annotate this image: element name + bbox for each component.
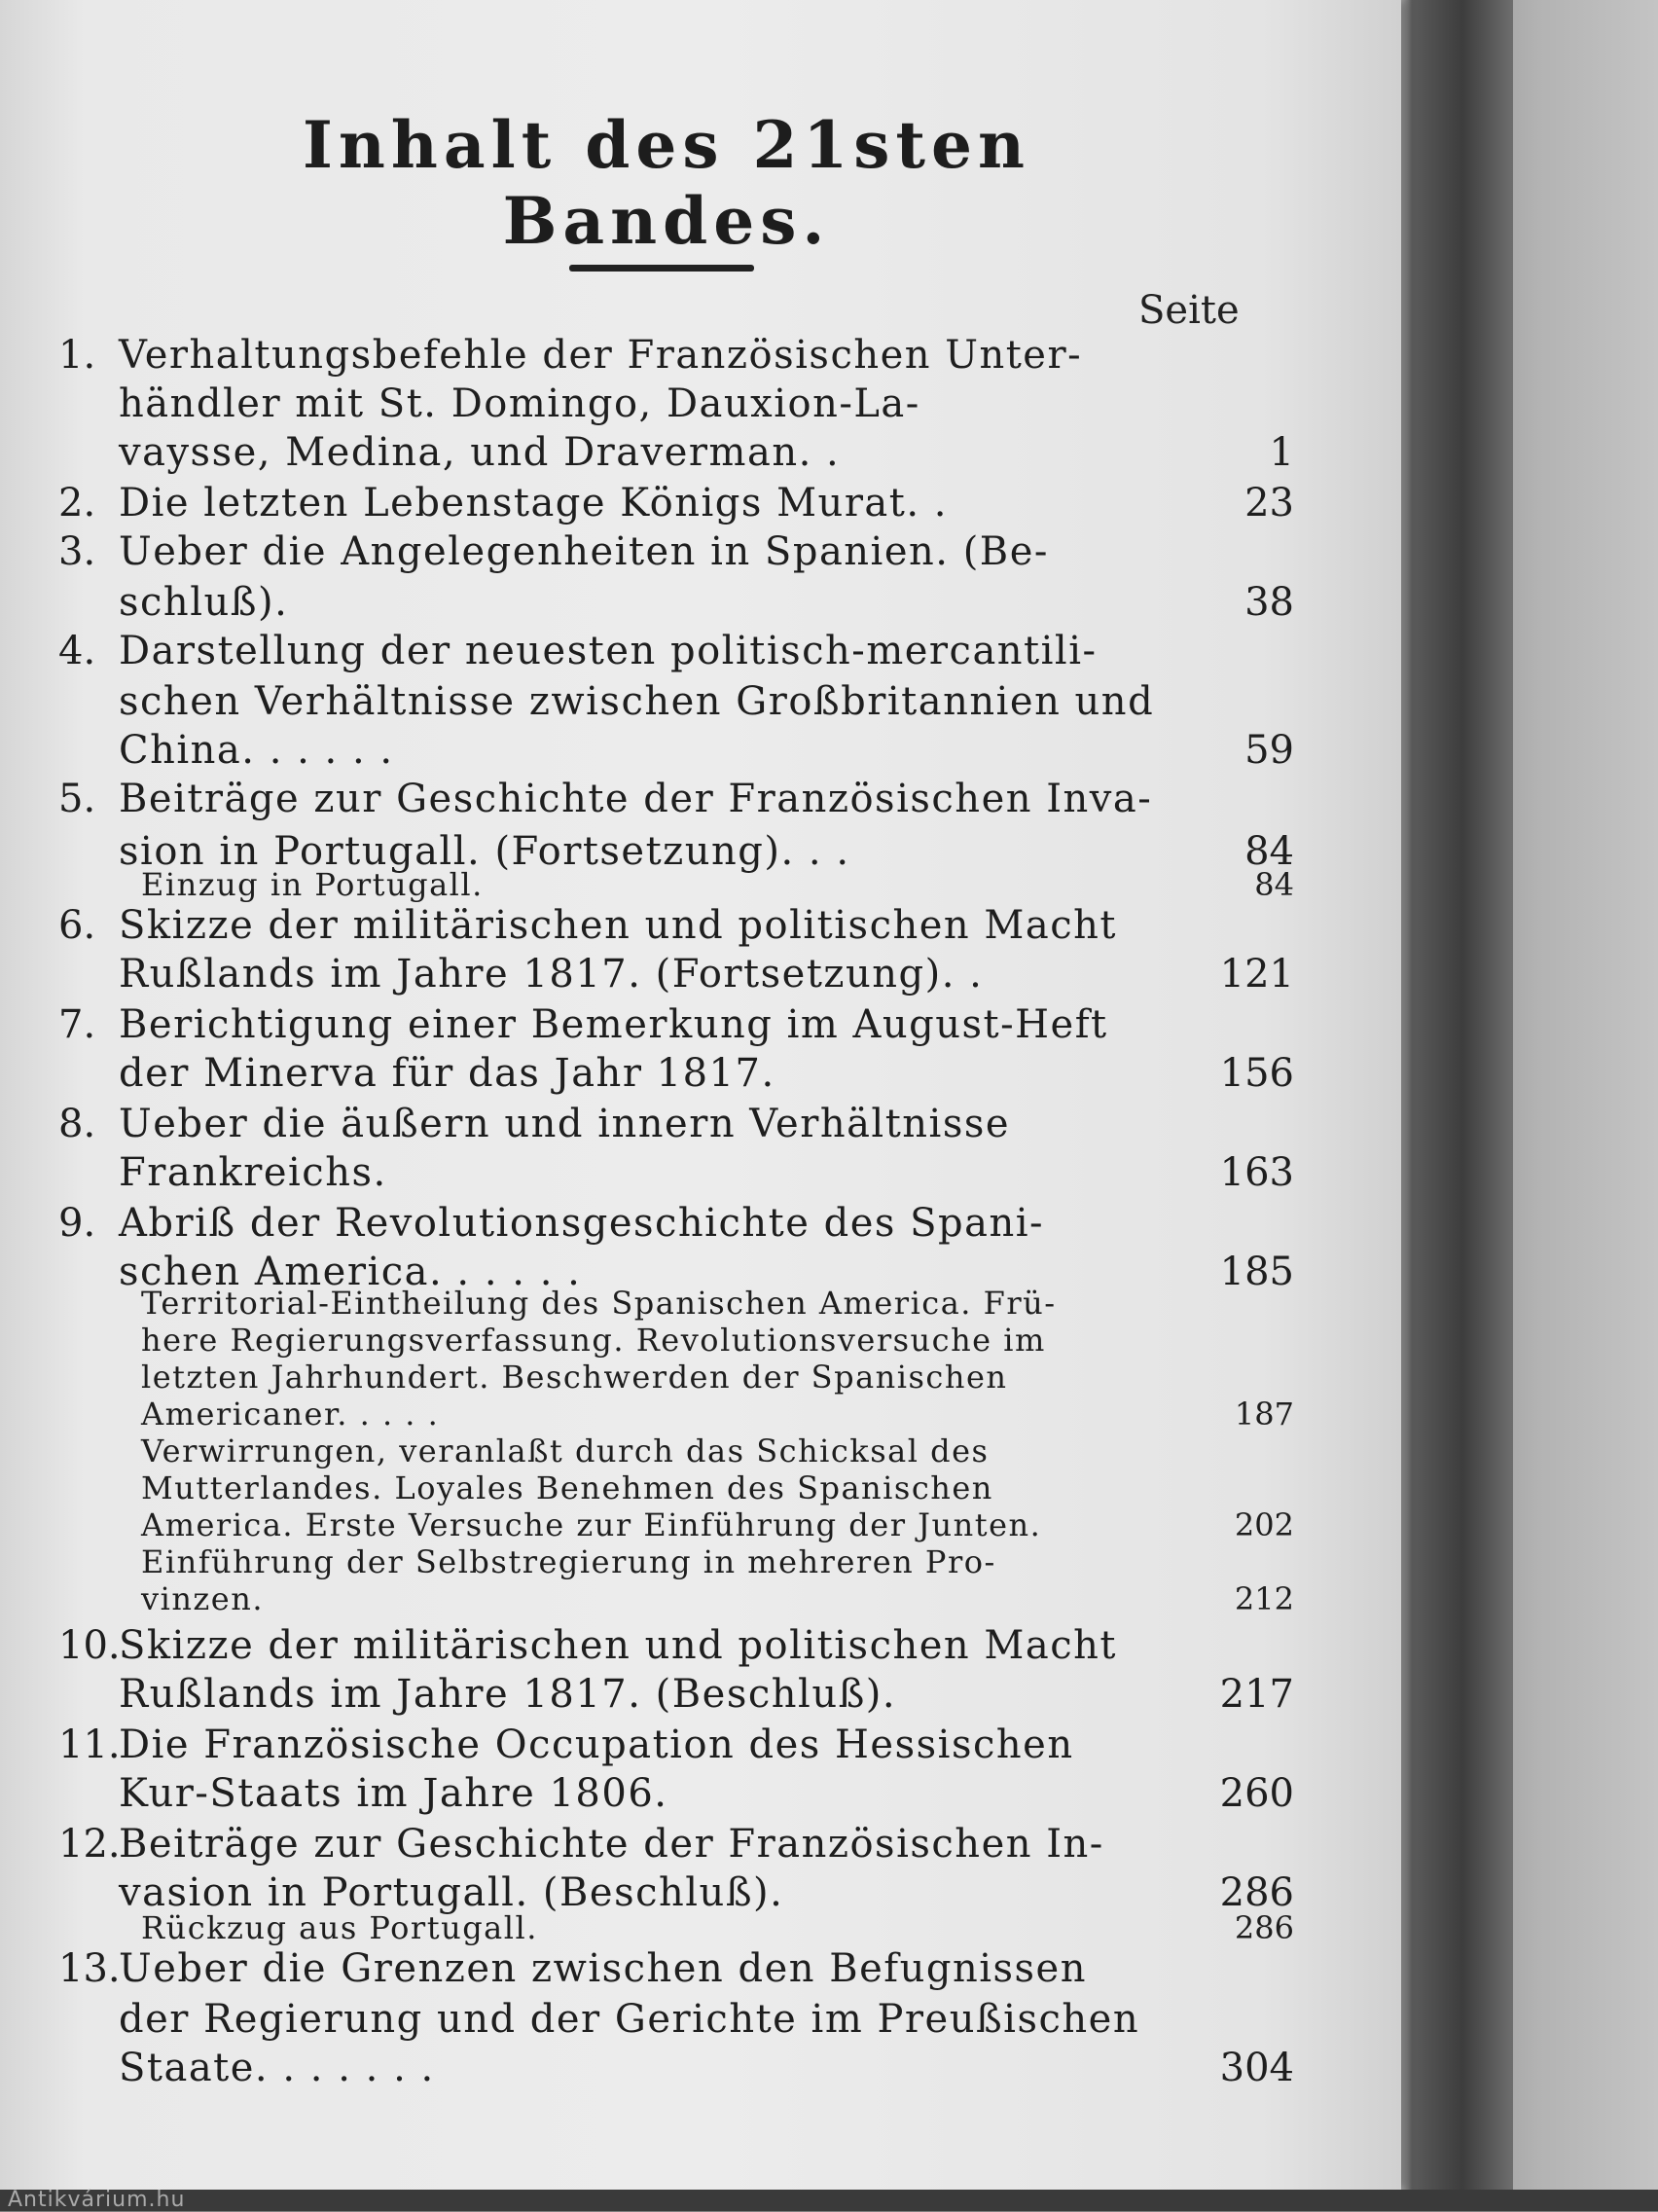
toc-line xyxy=(58,629,1294,677)
toc-line xyxy=(58,2046,1294,2094)
toc-line xyxy=(58,1102,1294,1150)
toc-entry-text: Rußlands im Jahre 1817. (Beschluß). xyxy=(119,1672,897,1717)
toc-entry-number: 1. xyxy=(58,333,96,378)
toc-line xyxy=(58,777,1294,825)
toc-entry-number: 2. xyxy=(58,481,96,526)
toc-page-number: 1 xyxy=(1269,430,1294,475)
toc-entry-text: Verwirrungen, veranlaßt durch das Schicksal des xyxy=(141,1432,990,1469)
toc-page-number: 38 xyxy=(1244,580,1294,625)
toc-entry-number: 5. xyxy=(58,777,96,821)
toc-entry-text: händler mit St. Domingo, Dauxion-La- xyxy=(119,381,920,426)
toc-line xyxy=(58,529,1294,578)
toc-page-number: 163 xyxy=(1219,1150,1294,1195)
toc-entry-text: Rückzug aus Portugall. xyxy=(141,1909,538,1946)
toc-page-number: 23 xyxy=(1244,481,1294,526)
toc-entry-text: vaysse, Medina, und Draverman. . xyxy=(119,430,841,475)
toc-line xyxy=(58,1002,1294,1051)
toc-line xyxy=(58,1051,1294,1100)
toc-entry-text: Beiträge zur Geschichte der Französischen Inva- xyxy=(119,777,1153,821)
toc-line xyxy=(58,333,1294,381)
watermark: Antikvárium.hu xyxy=(8,2188,186,2212)
toc-line xyxy=(141,1322,1294,1359)
toc-entry-number: 10. xyxy=(58,1623,121,1668)
toc-entry-text: schen America. . . . . . xyxy=(119,1250,582,1294)
toc-entry-text: Beiträge zur Geschichte der Französischen In- xyxy=(119,1822,1104,1867)
toc-line xyxy=(58,1722,1294,1771)
toc-page-number: 187 xyxy=(1234,1396,1294,1432)
toc-line xyxy=(58,1771,1294,1820)
toc-entry-text: schen Verhältnisse zwischen Großbritannien und xyxy=(119,679,1155,724)
toc-line xyxy=(58,580,1294,629)
toc-entry-number: 3. xyxy=(58,529,96,574)
toc-line xyxy=(141,1432,1294,1469)
toc-entry-text: sion in Portugall. (Fortsetzung). . . xyxy=(119,829,850,874)
toc-page-number: 84 xyxy=(1244,829,1294,874)
page-title: Inhalt des 21sten Bandes. xyxy=(303,107,1030,259)
toc-line xyxy=(141,1396,1294,1432)
toc-entry-text: Abriß der Revolutionsgeschichte des Spani- xyxy=(119,1201,1045,1246)
toc-line xyxy=(58,952,1294,1000)
toc-page-number: 212 xyxy=(1234,1580,1294,1617)
toc-entry-text: Einzug in Portugall. xyxy=(141,866,484,903)
toc-entry-number: 9. xyxy=(58,1201,96,1246)
toc-line xyxy=(141,1469,1294,1506)
toc-entry-text: Die letzten Lebenstage Königs Murat. . xyxy=(119,481,948,526)
toc-line xyxy=(141,1359,1294,1396)
toc-line xyxy=(141,866,1294,903)
toc-entry-text: vinzen. xyxy=(141,1580,264,1617)
toc-line xyxy=(141,1580,1294,1617)
toc-line xyxy=(141,1285,1294,1322)
toc-entry-text: Darstellung der neuesten politisch-mercantili- xyxy=(119,629,1098,673)
toc-entry-number: 13. xyxy=(58,1946,121,1991)
toc-entry-number: 6. xyxy=(58,903,96,948)
toc-entry-text: Berichtigung einer Bemerkung im August-Heft xyxy=(119,1002,1108,1047)
toc-entry-text: Verhaltungsbefehle der Französischen Unter- xyxy=(119,333,1083,378)
toc-entry-text: Kur-Staats im Jahre 1806. xyxy=(119,1771,668,1816)
toc-entry-text: vasion in Portugall. (Beschluß). xyxy=(119,1870,784,1915)
toc-line xyxy=(58,1997,1294,2046)
toc-entry-number: 4. xyxy=(58,629,96,673)
toc-page-number: 217 xyxy=(1219,1672,1294,1717)
page-column-header: Seite xyxy=(1138,288,1240,333)
toc-line xyxy=(58,381,1294,430)
toc-entry-number: 7. xyxy=(58,1002,96,1047)
toc-line xyxy=(58,481,1294,529)
toc-entry-text: schluß). xyxy=(119,580,289,625)
toc-line xyxy=(58,430,1294,479)
toc-line xyxy=(58,679,1294,728)
toc-line xyxy=(58,1201,1294,1250)
toc-line xyxy=(141,1909,1294,1946)
toc-entry-text: Territorial-Eintheilung des Spanischen America. Frü- xyxy=(141,1285,1057,1322)
toc-page-number: 156 xyxy=(1219,1051,1294,1096)
toc-page-number: 84 xyxy=(1254,866,1294,903)
toc-entry-text: letzten Jahrhundert. Beschwerden der Spanischen xyxy=(141,1359,1008,1396)
bottom-strip xyxy=(0,2190,1658,2211)
toc-page-number: 202 xyxy=(1234,1506,1294,1543)
toc-entry-text: China. . . . . . xyxy=(119,728,394,773)
toc-entry-text: Ueber die Angelegenheiten in Spanien. (Be- xyxy=(119,529,1049,574)
toc-line xyxy=(141,1506,1294,1543)
toc-line xyxy=(58,1822,1294,1870)
toc-line xyxy=(58,903,1294,952)
toc-line xyxy=(58,1150,1294,1199)
toc-page-number: 260 xyxy=(1219,1771,1294,1816)
toc-entry-text: here Regierungsverfassung. Revolutionsversuche im xyxy=(141,1322,1046,1359)
toc-page-number: 286 xyxy=(1234,1909,1294,1946)
book-spine-edge xyxy=(1387,0,1513,2211)
toc-entry-number: 12. xyxy=(58,1822,121,1867)
toc-entry-text: Ueber die Grenzen zwischen den Befugnissen xyxy=(119,1946,1087,1991)
toc-entry-text: Skizze der militärischen und politischen Macht xyxy=(119,1623,1117,1668)
toc-page-number: 59 xyxy=(1244,728,1294,773)
toc-line xyxy=(58,728,1294,777)
toc-line xyxy=(58,1623,1294,1672)
toc-page-number: 286 xyxy=(1219,1870,1294,1915)
toc-entry-text: Rußlands im Jahre 1817. (Fortsetzung). . xyxy=(119,952,984,997)
toc-page-number: 304 xyxy=(1219,2046,1294,2090)
toc-entry-text: Mutterlandes. Loyales Benehmen des Spanischen xyxy=(141,1469,993,1506)
toc-line xyxy=(141,1543,1294,1580)
toc-page-number: 121 xyxy=(1219,952,1294,997)
toc-entry-number: 11. xyxy=(58,1722,121,1767)
toc-page-number: 185 xyxy=(1219,1250,1294,1294)
toc-entry-text: Ueber die äußern und innern Verhältnisse xyxy=(119,1102,1011,1146)
toc-entry-text: Die Französische Occupation des Hessischen xyxy=(119,1722,1074,1767)
toc-line xyxy=(58,1946,1294,1995)
toc-entry-number: 8. xyxy=(58,1102,96,1146)
toc-entry-text: der Minerva für das Jahr 1817. xyxy=(119,1051,775,1096)
toc-entry-text: der Regierung und der Gerichte im Preußischen xyxy=(119,1997,1140,2042)
toc-entry-text: Skizze der militärischen und politischen Macht xyxy=(119,903,1117,948)
toc-entry-text: America. Erste Versuche zur Einführung der Junten. xyxy=(141,1506,1042,1543)
toc-entry-text: Staate. . . . . . . xyxy=(119,2046,435,2090)
toc-entry-text: Frankreichs. xyxy=(119,1150,387,1195)
toc-line xyxy=(58,1672,1294,1721)
toc-entry-text: Americaner. . . . . xyxy=(141,1396,440,1432)
toc-entry-text: Einführung der Selbstregierung in mehreren Pro- xyxy=(141,1543,996,1580)
